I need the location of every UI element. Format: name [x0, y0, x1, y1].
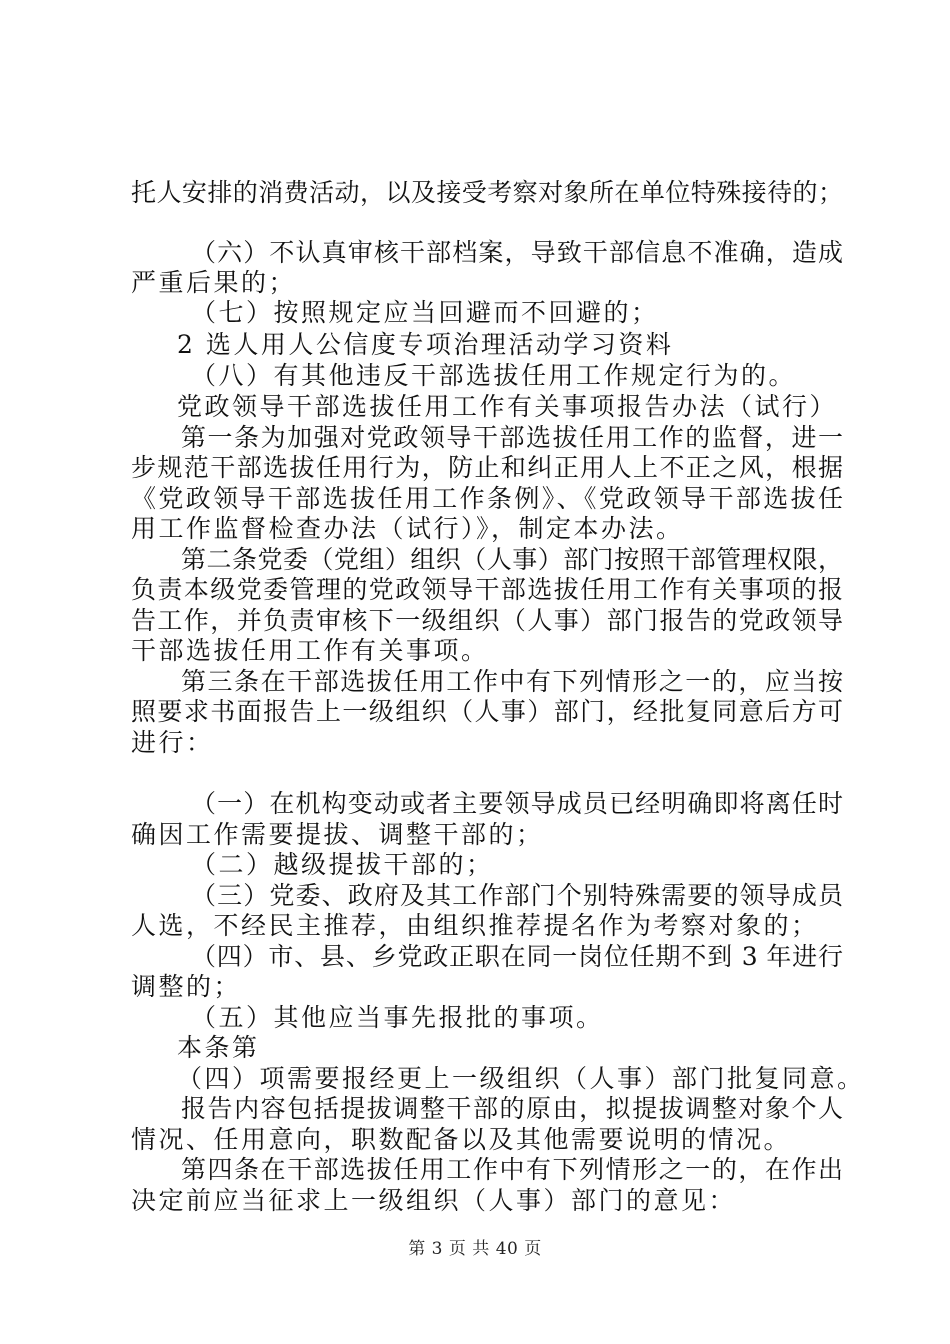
- text-line: 第三条在干部选拔任用工作中有下列情形之一的，应当按: [181, 667, 843, 696]
- text-line: 负责本级党委管理的党政领导干部选拔任用工作有关事项的报: [131, 575, 843, 604]
- text-line: 干部选拔任用工作有关事项。: [131, 636, 489, 665]
- text-line: 调整的；: [131, 972, 242, 1001]
- text-line: （五）其他应当事先报批的事项。: [191, 1003, 604, 1032]
- text-line: （二）越级提拔干部的；: [191, 850, 494, 879]
- text-line: 进行：: [131, 728, 214, 757]
- text-line: （六）不认真审核干部档案，导致干部信息不准确，造成: [191, 238, 843, 267]
- text-line: （四）市、县、乡党政正职在同一岗位任期不到 3 年进行: [191, 942, 843, 971]
- text-line: 人选，不经民主推荐，由组织推荐提名作为考察对象的；: [131, 911, 819, 940]
- text-line: 情况、任用意向，职数配备以及其他需要说明的情况。: [131, 1125, 792, 1154]
- section-heading: 党政领导干部选拔任用工作有关事项报告办法（试行）: [177, 392, 838, 421]
- text-line: 报告内容包括提拔调整干部的原由，拟提拔调整对象个人: [181, 1094, 843, 1123]
- text-line: （七）按照规定应当回避而不回避的；: [191, 298, 659, 327]
- text-line: 第二条党委（党组）组织（人事）部门按照干部管理权限，: [181, 545, 843, 574]
- text-line: 第四条在干部选拔任用工作中有下列情形之一的，在作出: [181, 1155, 843, 1184]
- text-line: 本条第: [177, 1033, 260, 1062]
- text-line: （八）有其他违反干部选拔任用工作规定行为的。: [191, 361, 797, 390]
- text-line: 严重后果的；: [131, 268, 297, 297]
- text-line: 步规范干部选拔任用行为，防止和纠正用人上不正之风，根据: [131, 453, 843, 482]
- page-number-footer: 第 3 页 共 40 页: [408, 1239, 542, 1259]
- text-line: 确因工作需要提拔、调整干部的；: [131, 820, 544, 849]
- text-line: 2 选人用人公信度专项治理活动学习资料: [177, 330, 674, 359]
- text-line: 用工作监督检查办法（试行）》，制定本办法。: [131, 514, 684, 543]
- text-line: 照要求书面报告上一级组织（人事）部门，经批复同意后方可: [131, 697, 843, 726]
- text-line: 第一条为加强对党政领导干部选拔任用工作的监督，进一: [181, 423, 843, 452]
- text-line: 《党政领导干部选拔任用工作条例》、《党政领导干部选拔任: [131, 484, 843, 513]
- text-line: 决定前应当征求上一级组织（人事）部门的意见：: [131, 1186, 737, 1215]
- text-line: 托人安排的消费活动，以及接受考察对象所在单位特殊接待的；: [131, 178, 843, 207]
- text-line: 告工作，并负责审核下一级组织（人事）部门报告的党政领导: [131, 606, 843, 635]
- text-line: （一）在机构变动或者主要领导成员已经明确即将离任时: [191, 789, 843, 818]
- text-line: （三）党委、政府及其工作部门个别特殊需要的领导成员: [191, 881, 843, 910]
- text-line: （四）项需要报经更上一级组织（人事）部门批复同意。: [177, 1064, 865, 1093]
